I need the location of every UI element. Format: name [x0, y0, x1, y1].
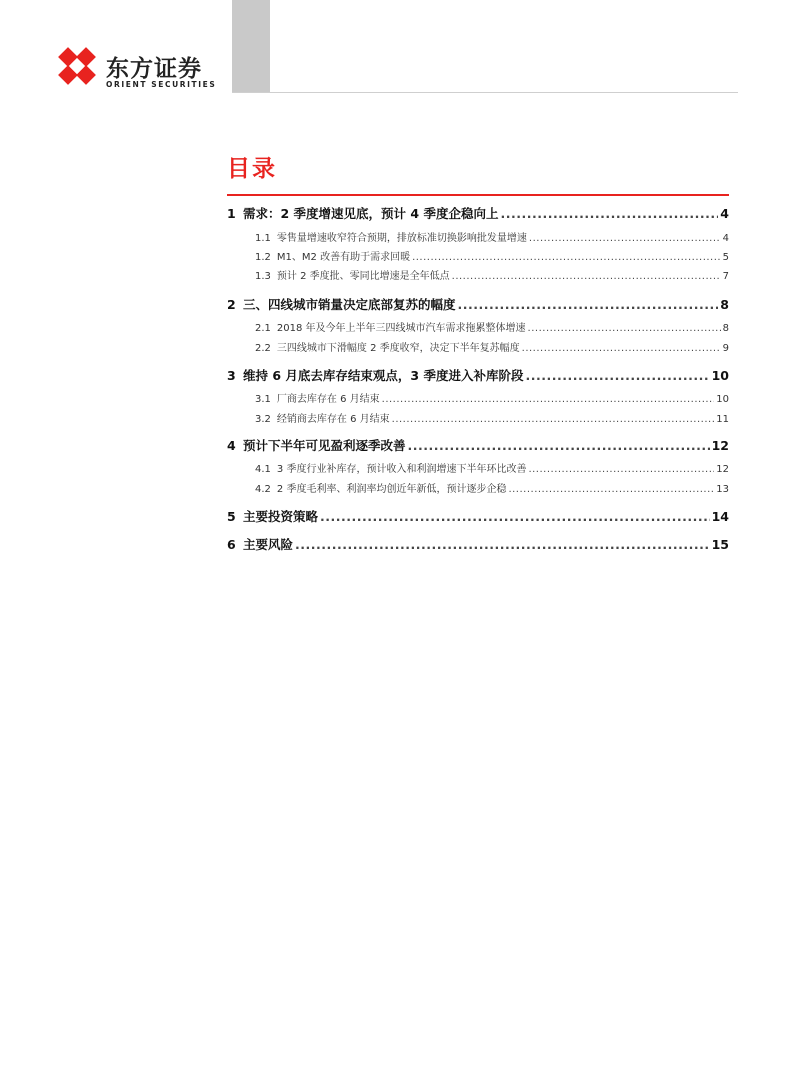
toc-entry-text: M1、M2 改善有助于需求回暖 [276, 252, 411, 263]
dot-leader [508, 484, 714, 495]
toc-entry-6[interactable] [227, 535, 729, 553]
toc-entry-text: 三、四线城市销量决定底部复苏的幅度 [243, 297, 456, 312]
toc-entry-text: 经销商去库存在 6 月结束 [276, 414, 390, 425]
toc-entry-text: 厂商去库存在 6 月结束 [276, 394, 380, 405]
toc-entry-number: 1 [227, 206, 236, 221]
toc-entry-page: 14 [711, 509, 729, 524]
toc-entry-5[interactable] [227, 507, 729, 525]
toc-entry-number: 4.1 [255, 464, 271, 475]
toc-entry-page: 4 [722, 233, 729, 244]
toc-entry-page: 10 [711, 368, 729, 383]
toc-entry-text: 预计下半年可见盈利逐季改善 [243, 438, 406, 453]
toc-entry-text: 2018 年及今年上半年三四线城市汽车需求拖累整体增速 [276, 323, 526, 334]
toc-entry-page: 8 [720, 297, 729, 312]
toc-entry-number: 6 [227, 537, 236, 552]
toc-entry-page: 4 [720, 206, 729, 221]
logo-english-name: ORIENT SECURITIES [106, 80, 217, 89]
dot-leader [528, 464, 714, 475]
logo [56, 46, 216, 92]
toc-entry-page: 10 [716, 394, 729, 405]
toc-entry-3[interactable] [227, 366, 729, 384]
toc-entry-1[interactable] [227, 204, 729, 222]
toc-entry-page: 7 [722, 271, 729, 282]
dot-leader [382, 394, 715, 405]
toc-entry-3-2[interactable] [227, 410, 729, 425]
toc-entry-1-3[interactable] [227, 267, 729, 282]
header-divider [232, 92, 738, 93]
toc-entry-1-1[interactable] [227, 229, 729, 244]
toc-entry-4-2[interactable] [227, 480, 729, 495]
toc-entry-page: 5 [722, 252, 729, 263]
toc-entry-2-2[interactable] [227, 339, 729, 354]
dot-leader [529, 233, 721, 244]
toc-entry-text: 3 季度行业补库存，预计收入和利润增速下半年环比改善 [276, 464, 527, 475]
dot-leader [458, 297, 719, 312]
toc-entry-page: 12 [716, 464, 729, 475]
toc-entry-number: 5 [227, 509, 236, 524]
dot-leader [412, 252, 721, 263]
toc-entry-page: 11 [716, 414, 729, 425]
dot-leader [392, 414, 715, 425]
dot-leader [528, 323, 721, 334]
toc-entry-number: 1.1 [255, 233, 271, 244]
toc-entry-text: 主要投资策略 [243, 509, 319, 524]
toc-entry-1-2[interactable] [227, 248, 729, 263]
toc-entry-number: 2.2 [255, 343, 271, 354]
toc-title: 目录 [227, 156, 277, 182]
toc-entry-text: 三四线城市下滑幅度 2 季度收窄，决定下半年复苏幅度 [276, 343, 520, 354]
toc-entry-text: 零售量增速收窄符合预期，排放标准切换影响批发量增速 [276, 233, 527, 244]
dot-leader [452, 271, 721, 282]
dot-leader [500, 206, 718, 221]
dot-leader [525, 368, 709, 383]
toc-title-rule [227, 194, 729, 196]
toc-entry-4-1[interactable] [227, 460, 729, 475]
dot-leader [295, 537, 710, 552]
toc-entry-page: 15 [711, 537, 729, 552]
toc-entry-number: 3.1 [255, 394, 271, 405]
header-gray-bar [232, 0, 270, 92]
toc-entry-4[interactable] [227, 436, 729, 454]
toc-entry-3-1[interactable] [227, 390, 729, 405]
logo-chinese-name: 东方证券 [106, 56, 202, 82]
dot-leader [408, 438, 710, 453]
toc-entry-number: 2 [227, 297, 236, 312]
toc-entry-number: 3.2 [255, 414, 271, 425]
toc-entry-number: 4.2 [255, 484, 271, 495]
toc-entry-text: 维持 6 月底去库存结束观点，3 季度进入补库阶段 [243, 368, 524, 383]
toc-entry-page: 9 [722, 343, 729, 354]
toc-entry-text: 主要风险 [243, 537, 294, 552]
toc-entry-number: 1.2 [255, 252, 271, 263]
toc-entry-2[interactable] [227, 295, 729, 313]
toc-entry-number: 2.1 [255, 323, 271, 334]
dot-leader [320, 509, 710, 524]
toc-entry-number: 3 [227, 368, 236, 383]
toc-entry-page: 12 [711, 438, 729, 453]
orient-logo-icon [56, 46, 98, 88]
toc-entry-text: 2 季度毛利率、利润率均创近年新低，预计逐步企稳 [276, 484, 507, 495]
toc-entry-page: 8 [722, 323, 729, 334]
dot-leader [522, 343, 721, 354]
toc-entry-number: 1.3 [255, 271, 271, 282]
toc-entry-text: 预计 2 季度批、零同比增速是全年低点 [276, 271, 450, 282]
toc-entry-2-1[interactable] [227, 319, 729, 334]
toc-entry-text: 需求：2 季度增速见底，预计 4 季度企稳向上 [243, 206, 499, 221]
toc-entry-page: 13 [716, 484, 729, 495]
toc-entry-number: 4 [227, 438, 236, 453]
